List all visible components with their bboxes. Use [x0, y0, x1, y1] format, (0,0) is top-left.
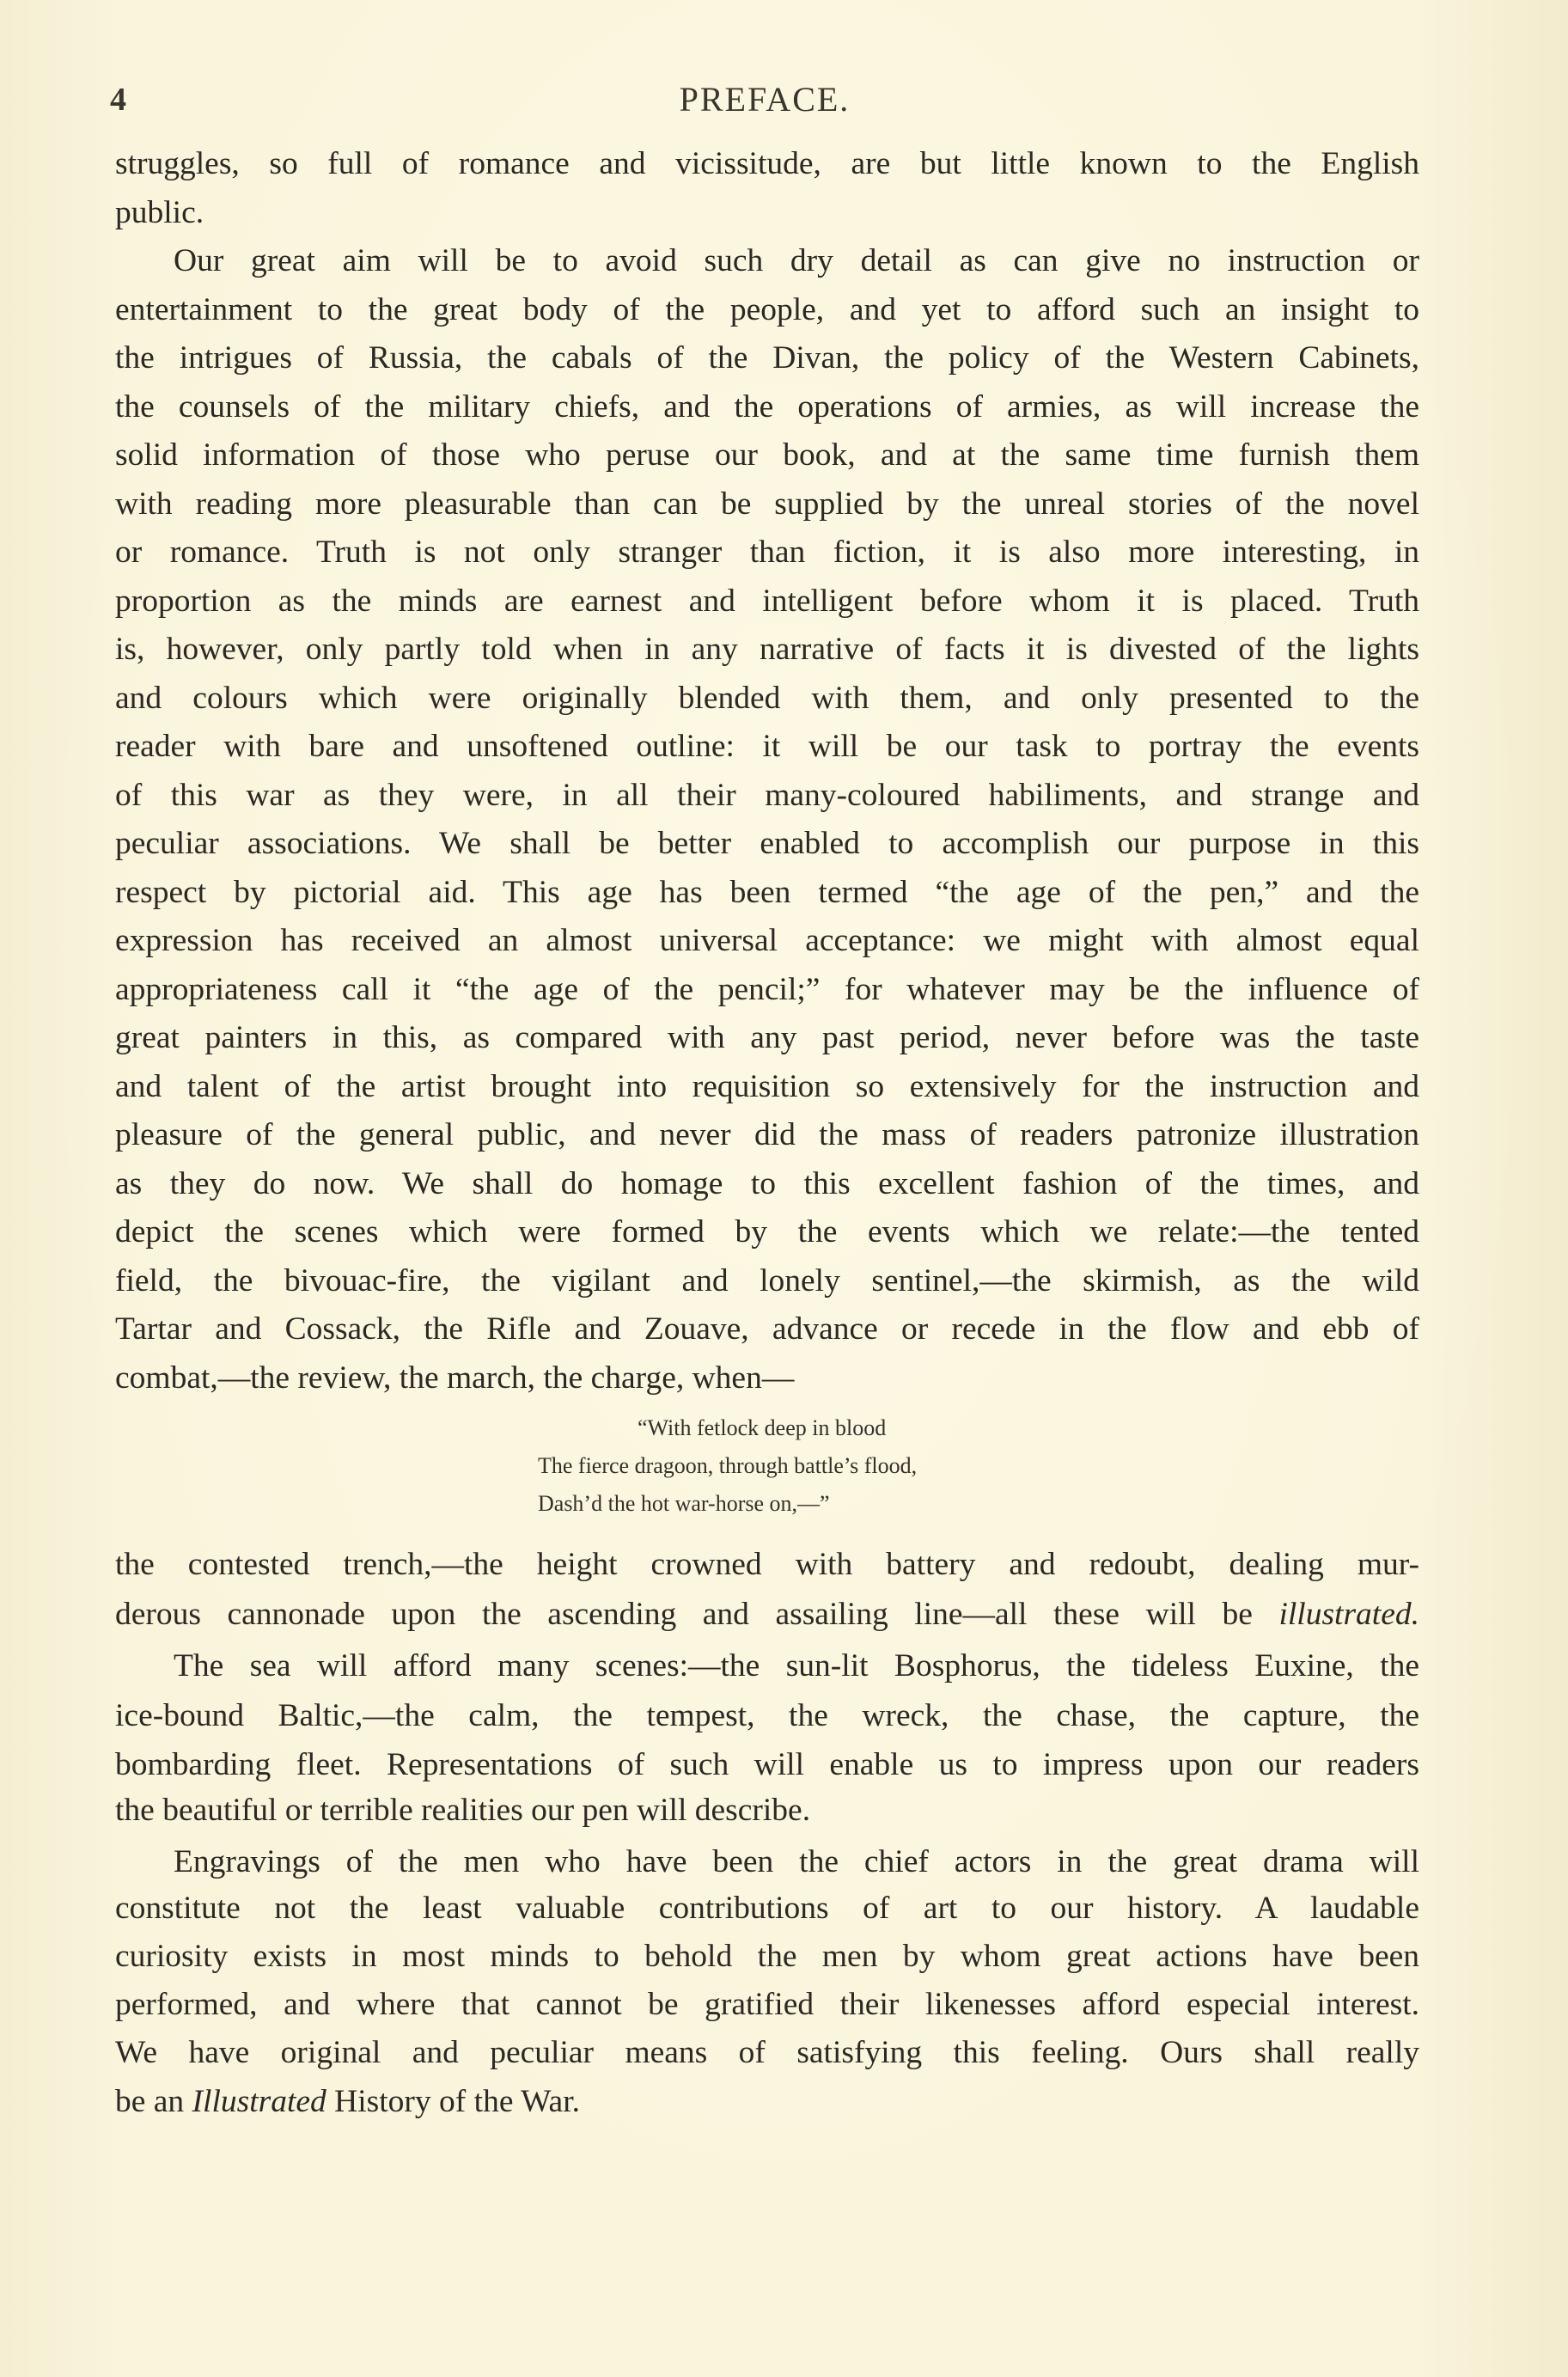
text-line: the beautiful or terrible realities our pen will describe.: [115, 1793, 811, 1828]
text-span: be an: [115, 2084, 192, 2119]
text-line: expression has received an almost universal acceptance: we might with almost equal: [115, 923, 1419, 958]
paragraph-start-line: Our great aim will be to avoid such dry detail as can give no instruction or: [174, 243, 1419, 278]
text-line: is, however, only partly told when in any narrative of facts it is divested of the lights: [115, 632, 1419, 667]
text-line: public.: [115, 195, 204, 230]
text-line: respect by pictorial aid. This age has been termed “the age of the pen,” and the: [115, 875, 1419, 910]
text-line: field, the bivouac-fire, the vigilant and lonely sentinel,—the skirmish, as the wild: [115, 1263, 1419, 1298]
text-line: combat,—the review, the march, the charge, when—: [115, 1360, 795, 1396]
paragraph-start-line: The sea will afford many scenes:—the sun-lit Bosphorus, the tideless Euxine, the: [174, 1648, 1419, 1683]
verse-line: Dash’d the hot war-horse on,—”: [538, 1491, 830, 1516]
text-line: great painters in this, as compared with any past period, never before was the taste: [115, 1020, 1419, 1055]
text-span: derous cannonade upon the ascending and assailing line—all these will be: [115, 1597, 1279, 1632]
text-line: struggles, so full of romance and vicissitude, are but little known to the English: [115, 146, 1419, 181]
text-line: as they do now. We shall do homage to this excellent fashion of the times, and: [115, 1166, 1419, 1201]
page-number: 4: [110, 82, 126, 118]
text-line: the contested trench,—the height crowned with battery and redoubt, dealing mur-: [115, 1547, 1419, 1582]
text-line: reader with bare and unsoftened outline: it will be our task to portray the events: [115, 729, 1419, 764]
text-line: We have original and peculiar means of satisfying this feeling. Ours shall really: [115, 2035, 1419, 2070]
text-span: History of the War.: [326, 2084, 580, 2119]
italic-emphasis: Illustrated: [192, 2084, 326, 2119]
text-line: and colours which were originally blended with them, and only presented to the: [115, 681, 1419, 716]
italic-emphasis: illustrated.: [1278, 1597, 1419, 1632]
text-line: proportion as the minds are earnest and intelligent before whom it is placed. Truth: [115, 584, 1419, 619]
text-line: [115, 1590, 1419, 1639]
verse-line: “With fetlock deep in blood: [638, 1415, 887, 1440]
paragraph-start-line: Engravings of the men who have been the chief actors in the great drama will: [174, 1844, 1419, 1879]
text-line: constitute not the least valuable contributions of art to our history. A laudable: [115, 1891, 1419, 1926]
running-head: [0, 76, 1568, 127]
verse-line: The fierce dragoon, through battle’s flood,: [538, 1453, 918, 1478]
text-line: pleasure of the general public, and never did the mass of readers patronize illustration: [115, 1117, 1419, 1152]
text-line: with reading more pleasurable than can be supplied by the unreal stories of the novel: [115, 486, 1419, 522]
text-line: curiosity exists in most minds to behold the men by whom great actions have been: [115, 1939, 1419, 1974]
text-line: and talent of the artist brought into requisition so extensively for the instruction and: [115, 1069, 1419, 1104]
text-line: appropriateness call it “the age of the pencil;” for whatever may be the influence of: [115, 972, 1419, 1007]
text-line: [115, 2077, 1419, 2126]
text-line: Tartar and Cossack, the Rifle and Zouave, advance or recede in the flow and ebb of: [115, 1311, 1419, 1347]
text-line: depict the scenes which were formed by the events which we relate:—the tented: [115, 1214, 1419, 1250]
text-line: bombarding fleet. Representations of such will enable us to impress upon our readers: [115, 1747, 1419, 1782]
text-line: of this war as they were, in all their many-coloured habiliments, and strange and: [115, 778, 1419, 813]
text-line: ice-bound Baltic,—the calm, the tempest, the wreck, the chase, the capture, the: [115, 1698, 1419, 1733]
text-line: the intrigues of Russia, the cabals of the Divan, the policy of the Western Cabinets,: [115, 340, 1419, 376]
text-line: or romance. Truth is not only stranger than fiction, it is also more interesting, in: [115, 535, 1419, 570]
running-title: PREFACE.: [679, 80, 851, 119]
text-line: performed, and where that cannot be gratified their likenesses afford especial interest.: [115, 1987, 1419, 2022]
text-line: the counsels of the military chiefs, and the operations of armies, as will increase the: [115, 389, 1419, 425]
text-line: entertainment to the great body of the people, and yet to afford such an insight to: [115, 292, 1419, 327]
text-line: peculiar associations. We shall be better enabled to accomplish our purpose in this: [115, 826, 1419, 861]
text-line: solid information of those who peruse our book, and at the same time furnish them: [115, 437, 1419, 473]
